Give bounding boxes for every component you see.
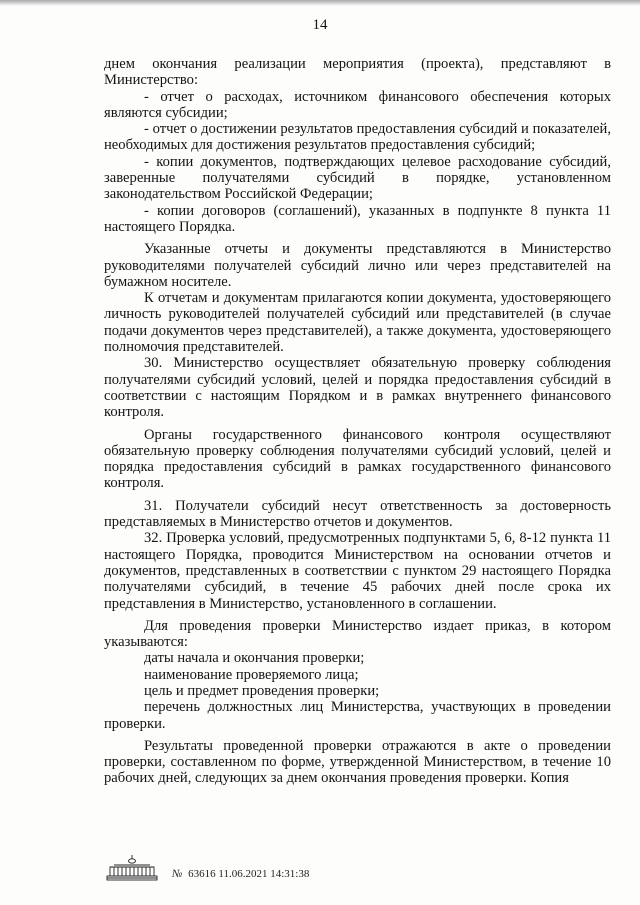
paragraph: наименование проверяемого лица; bbox=[144, 666, 359, 683]
paragraph: Для проведения проверки Министерство издает приказ, в котором указываются: bbox=[104, 617, 611, 651]
document-body bbox=[104, 56, 611, 787]
paragraph: днем окончания реализации мероприятия (проекта), представляют в Министерство: bbox=[104, 56, 611, 89]
paragraph: - копии договоров (соглашений), указанных в подпункте 8 пункта 11 настоящего Порядка. bbox=[104, 202, 611, 235]
registration-datetime: 11.06.2021 14:31:38 bbox=[218, 868, 310, 880]
paragraph: 32. Проверка условий, предусмотренных подпунктами 5, 6, 8-12 пункта 11 настоящего Порядка, проводится Министерством на основании отчетов и документов, представленных в соответствии с пунктом 29 настоящего Порядка получателями субсидий, в течение 45 рабочих дней после срока их представления в Министерство, установленного в соглашении. bbox=[104, 530, 611, 612]
scan-top-edge bbox=[0, 0, 640, 6]
page-number: 14 bbox=[312, 17, 328, 33]
registration-footer bbox=[104, 850, 611, 890]
paragraph: - отчет о расходах, источником финансового обеспечения которых являются субсидии; bbox=[104, 88, 611, 121]
registration-number: 63616 bbox=[188, 868, 216, 880]
paragraph: цель и предмет проведения проверки; bbox=[144, 682, 380, 699]
paragraph: - отчет о достижении результатов предоставления субсидий и показателей, необходимых для достижения результатов предоставления субсидий; bbox=[104, 121, 611, 154]
paragraph: перечень должностных лиц Министерства, участвующих в проведении проверки. bbox=[104, 699, 611, 732]
paragraph: - копии документов, подтверждающих целевое расходование субсидий, заверенные получателями субсидий в порядке, установленном законодательством Российской Федерации; bbox=[104, 153, 611, 203]
registration-stamp bbox=[172, 868, 309, 880]
registration-number-sign: № bbox=[172, 868, 183, 880]
paragraph: 31. Получатели субсидий несут ответственность за достоверность представляемых в Министерство отчетов и документов. bbox=[104, 497, 611, 531]
paragraph: К отчетам и документам прилагаются копии документа, удостоверяющего личность руководителей получателей субсидий или представителей (в случае подачи документов через представителей), а также документа, удостоверяющего полномочия представителей. bbox=[104, 290, 611, 356]
paragraph: Результаты проведенной проверки отражаются в акте о проведении проверки, составленном по форме, утвержденной Министерством, в течение 10 рабочих дней, следующих за днем окончания проведения проверки. Копия bbox=[104, 737, 611, 787]
paragraph: Указанные отчеты и документы представляются в Министерство руководителями получателей субсидий лично или через представителей на бумажном носителе. bbox=[104, 241, 611, 290]
paragraph: Органы государственного финансового контроля осуществляют обязательную проверку соблюдения получателями субсидий условий, целей и порядка предоставления субсидий в рамках государственного финансового контроля. bbox=[104, 426, 611, 492]
paragraph: 30. Министерство осуществляет обязательную проверку соблюдения получателями субсидий условий, целей и порядка предоставления субсидий в соответствии с настоящим Порядком и в рамках внутреннего финансового контроля. bbox=[104, 355, 611, 421]
government-building-logo-icon bbox=[104, 852, 160, 882]
paragraph: даты начала и окончания проверки; bbox=[144, 650, 365, 667]
